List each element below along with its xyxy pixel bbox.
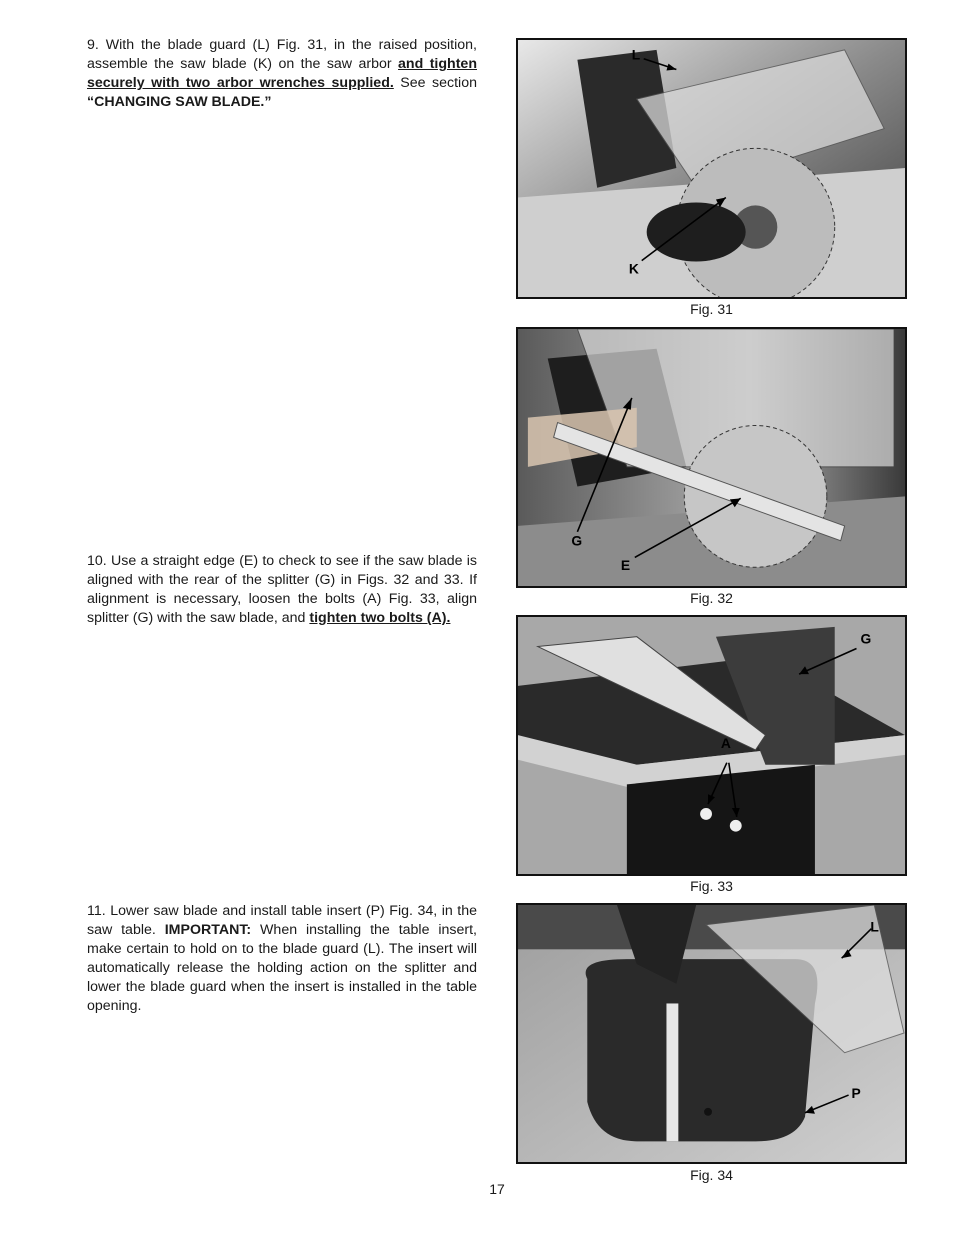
step-11-tail: When installing the table insert, make certain to hold on to the blade guard (L). The insert will automatically release the holding action on the splitter and lower the blade guard when the insert is installed in the table opening. [87, 922, 477, 1014]
step-10-emphasis: tighten two bolts (A). [309, 610, 451, 626]
figure-32-photo [516, 327, 907, 588]
figure-34-caption: Fig. 34 [690, 1167, 733, 1183]
page-number: 17 [489, 1181, 505, 1197]
figure-32-label-g: G [571, 532, 583, 549]
step-11-text [87, 902, 477, 1016]
figure-32-caption: Fig. 32 [690, 590, 733, 606]
figure-33-caption: Fig. 33 [690, 878, 733, 894]
step-10-text [87, 552, 477, 628]
step-11-important: IMPORTANT: [164, 922, 252, 938]
step-9-lead: 9. With the blade guard (L) Fig. 31, in the raised position, assemble the saw blade (K) on the saw arbor [87, 37, 477, 72]
figure-34-photo [516, 903, 907, 1164]
figure-32-label-e: E [620, 557, 631, 574]
figure-31-caption: Fig. 31 [690, 301, 733, 317]
step-9-tail: See section [393, 75, 477, 91]
figure-34-label-l: L [870, 918, 879, 935]
figure-34-label-p: P [851, 1085, 861, 1101]
figure-31-label-l: L [631, 46, 641, 63]
step-11-lead: 11. Lower saw blade and install table insert (P) Fig. 34, in the saw table. [87, 903, 477, 938]
step-9-text [87, 36, 477, 112]
figure-33-photo [516, 615, 907, 876]
figure-33-label-a: A [720, 734, 731, 751]
figure-31-photo [516, 38, 907, 299]
step-9-section-ref: “CHANGING SAW BLADE.” [87, 94, 272, 110]
step-10-lead: 10. Use a straight edge (E) to check to see if the saw blade is aligned with the rear of the splitter (G) in Figs. 32 and 33. If alignment is necessary, loosen the bolts (A) Fig. 33, align splitter (G) with the saw blade, and [87, 553, 477, 626]
figure-33-label-g: G [860, 630, 872, 647]
step-9-emphasis: and tighten securely with two arbor wrenches supplied. [87, 56, 477, 91]
figure-31-label-k: K [628, 260, 639, 277]
